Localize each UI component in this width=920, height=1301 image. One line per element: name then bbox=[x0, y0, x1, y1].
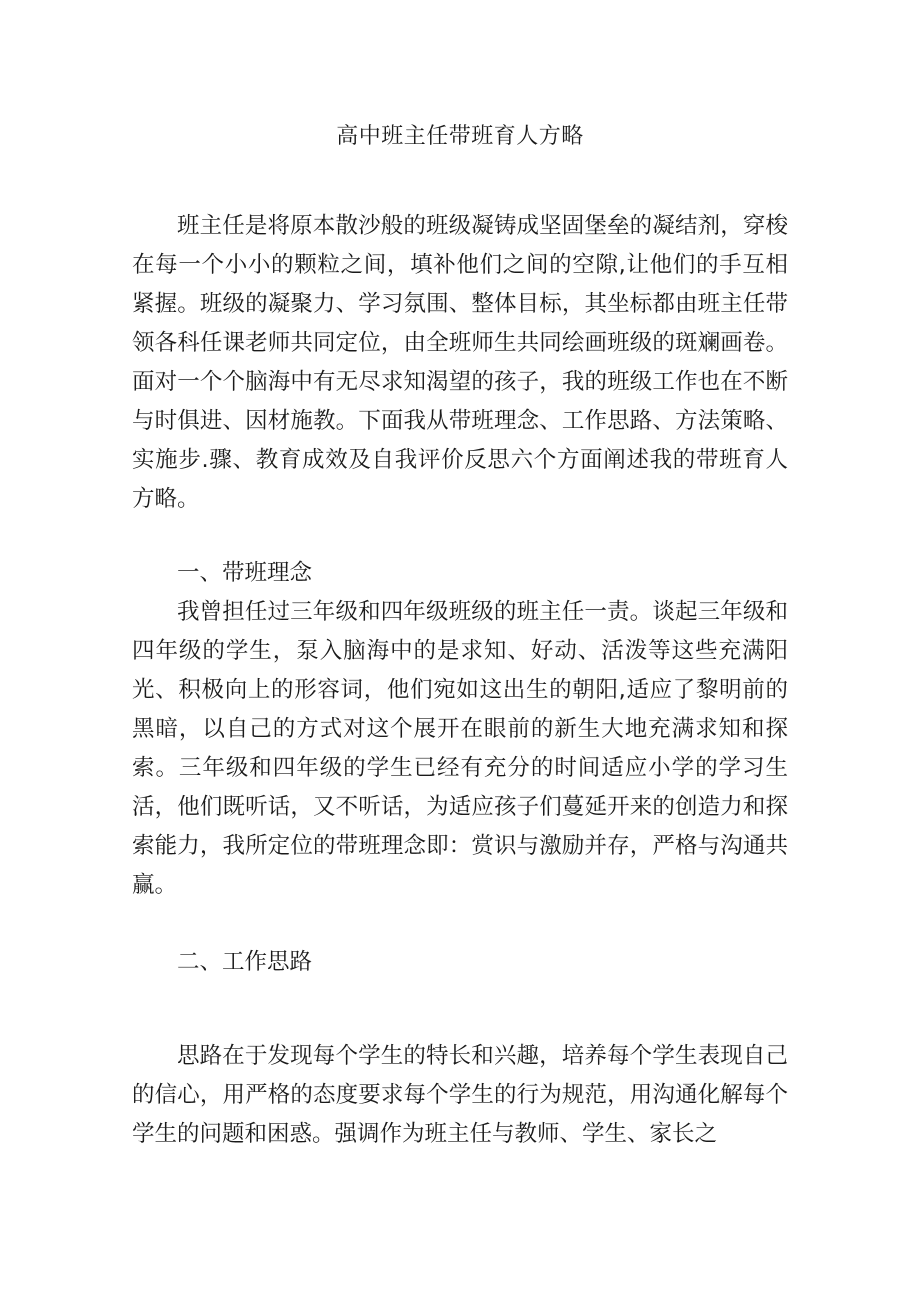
class-philosophy-paragraph: 我曾担任过三年级和四年级班级的班主任一责。谈起三年级和四年级的学生，泵入脑海中的是求知、好动、活泼等这些充满阳光、积极向上的形容词，他们宛如这出生的朝阳,适应了黎明前的黑暗，以自己的方式对这个展开在眼前的新生大地充满求知和探索。三年级和四年级的学生已经有充分的时间适应小学的学习生活，他们既听话，又不听话，为适应孩子们蔓延开来的创造力和探索能力，我所定位的带班理念即：赏识与激励并存，严格与沟通共赢。 bbox=[132, 599, 788, 898]
work-approach-paragraph: 思路在于发现每个学生的特长和兴趣，培养每个学生表现自己的信心，用严格的态度要求每个学生的行为规范，用沟通化解每个学生的问题和困惑。强调作为班主任与教师、学生、家长之 bbox=[132, 1043, 788, 1147]
section-heading-class-philosophy: 一、带班理念 bbox=[177, 560, 313, 586]
section-heading-work-approach: 二、工作思路 bbox=[177, 949, 313, 975]
document-title: 高中班主任带班育人方略 bbox=[336, 124, 584, 149]
intro-paragraph: 班主任是将原本散沙般的班级凝铸成坚固堡垒的凝结剂，穿梭在每一个小小的颗粒之间，填补他们之间的空隙,让他们的手互相紧握。班级的凝聚力、学习氛围、整体目标，其坐标都由班主任带领各科任课老师共同定位，由全班师生共同绘画班级的斑斓画卷。面对一个个脑海中有无尽求知渴望的孩子，我的班级工作也在不断与时俱进、因材施教。下面我从带班理念、工作思路、方法策略、实施步.骤、教育成效及自我评价反思六个方面阐述我的带班育人方略。 bbox=[132, 213, 788, 512]
